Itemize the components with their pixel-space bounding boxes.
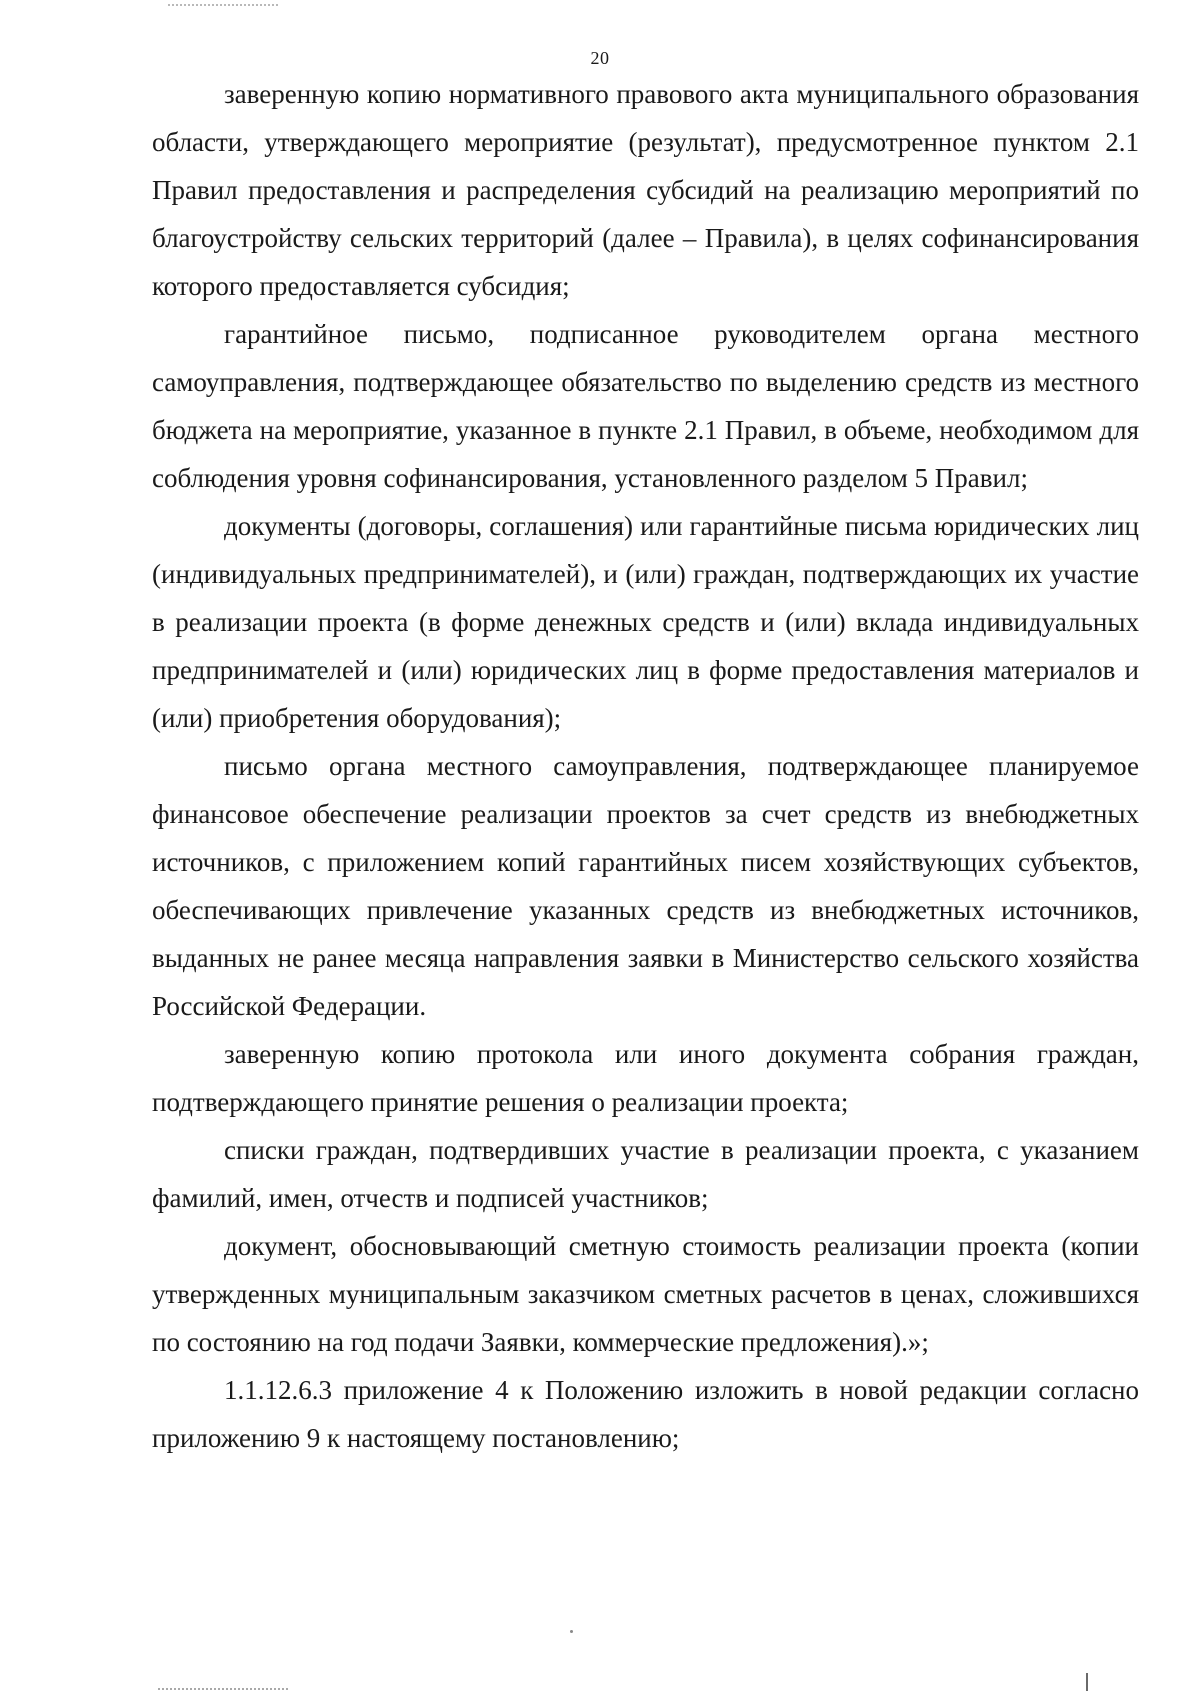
- paragraph-participation-documents: документы (договоры, соглашения) или гарантийные письма юридических лиц (индивидуальных предпринимателей), и (или) граждан, подтверждающих их участие в реализации проекта (в форме денежных средств и (или) вклада индивидуальных предпринимателей и (или) юридических лиц в форме предоставления материалов и (или) приобретения оборудования);: [152, 511, 1139, 733]
- page-number: 20: [590, 48, 610, 68]
- scan-artifact-bottom: [158, 1688, 288, 1692]
- document-body: [152, 70, 1139, 1462]
- paragraph-citizen-lists: списки граждан, подтвердивших участие в реализации проекта, с указанием фамилий, имен, отчеств и подписей участников;: [152, 1135, 1139, 1213]
- paragraph-appendix-amendment: 1.1.12.6.3 приложение 4 к Положению изложить в новой редакции согласно приложению 9 к настоящему постановлению;: [152, 1375, 1139, 1453]
- scan-artifact-top: [168, 0, 278, 6]
- paragraph-meeting-protocol: заверенную копию протокола или иного документа собрания граждан, подтверждающего принятие решения о реализации проекта;: [152, 1039, 1139, 1117]
- paragraph-extrabudgetary-letter: письмо органа местного самоуправления, подтверждающее планируемое финансовое обеспечение реализации проектов за счет средств из внебюджетных источников, с приложением копий гарантийных писем хозяйствующих субъектов, обеспечивающих привлечение указанных средств из внебюджетных источников, выданных не ранее месяца направления заявки в Министерство сельского хозяйства Российской Федерации.: [152, 751, 1139, 1021]
- scan-artifact-dot: [570, 1630, 573, 1633]
- paragraph-certified-copy-legal-act: заверенную копию нормативного правового акта муниципального образования области, утверждающего мероприятие (результат), предусмотренное пунктом 2.1 Правил предоставления и распределения субсидий на реализацию мероприятий по благоустройству сельских территорий (далее – Правила), в целях софинансирования которого предоставляется субсидия;: [152, 79, 1139, 301]
- paragraph-guarantee-letter: гарантийное письмо, подписанное руководителем органа местного самоуправления, подтверждающее обязательство по выделению средств из местного бюджета на мероприятие, указанное в пункте 2.1 Правил, в объеме, необходимом для соблюдения уровня софинансирования, установленного разделом 5 Правил;: [152, 319, 1139, 493]
- scan-artifact-tick: [1086, 1673, 1088, 1691]
- paragraph-cost-estimate-document: документ, обосновывающий сметную стоимость реализации проекта (копии утвержденных муниципальным заказчиком сметных расчетов в ценах, сложившихся по состоянию на год подачи Заявки, коммерческие предложения).»;: [152, 1231, 1139, 1357]
